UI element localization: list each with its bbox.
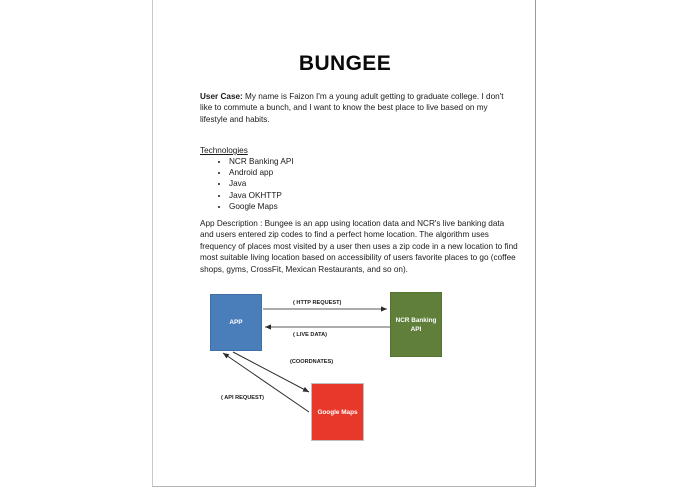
diagram-node-ncr-label-line2: API [410,325,422,333]
diagram-node-app-label: APP [229,319,243,326]
list-item: • Java OKHTTP [229,190,294,201]
user-case-label: User Case: [200,92,243,101]
user-case-text: My name is Faizon I'm a young adult getting to graduate college. I don't like to commute a bunch, and I want to know the best place to live based on my lifestyle and habits. [200,92,504,124]
document-page [152,0,536,487]
technologies-list [200,156,294,212]
edge-label-coordinates: (COORDNATES) [290,359,334,365]
user-case-paragraph [200,91,515,125]
technologies-heading: Technologies [200,146,248,155]
diagram-node-google-maps[interactable] [311,383,364,441]
list-item: • NCR Banking API [229,156,294,167]
edge-label-live-data: ( LIVE DATA) [293,332,327,338]
page-title: BUNGEE [298,52,392,75]
diagram-node-gmaps-label: Google Maps [317,408,358,416]
app-description-paragraph: App Description : Bungee is an app using location data and NCR's live banking data and users entered zip codes to find a perfect home location. The algorithm uses frequency of places most visited by a user then uses a zip code in a new location to find most suitable living location based on accessibility of users favorite places to go (coffee shops, gyms, CrossFit, Mexican Restaurants, and so on). [200,219,518,274]
edge-label-http-request: ( HTTP REQUEST) [293,300,342,306]
diagram-node-app[interactable] [210,294,262,351]
diagram-node-ncr-label-line1: NCR Banking [395,316,437,324]
list-item: • Android app [229,167,294,178]
edge-label-api-request: ( API REQUEST) [221,395,264,401]
architecture-diagram [153,282,537,457]
list-item: • Java [229,178,294,189]
diagram-node-ncr-label [396,316,437,334]
diagram-node-ncr-banking-api[interactable] [390,292,442,357]
list-item: • Google Maps [229,201,294,212]
